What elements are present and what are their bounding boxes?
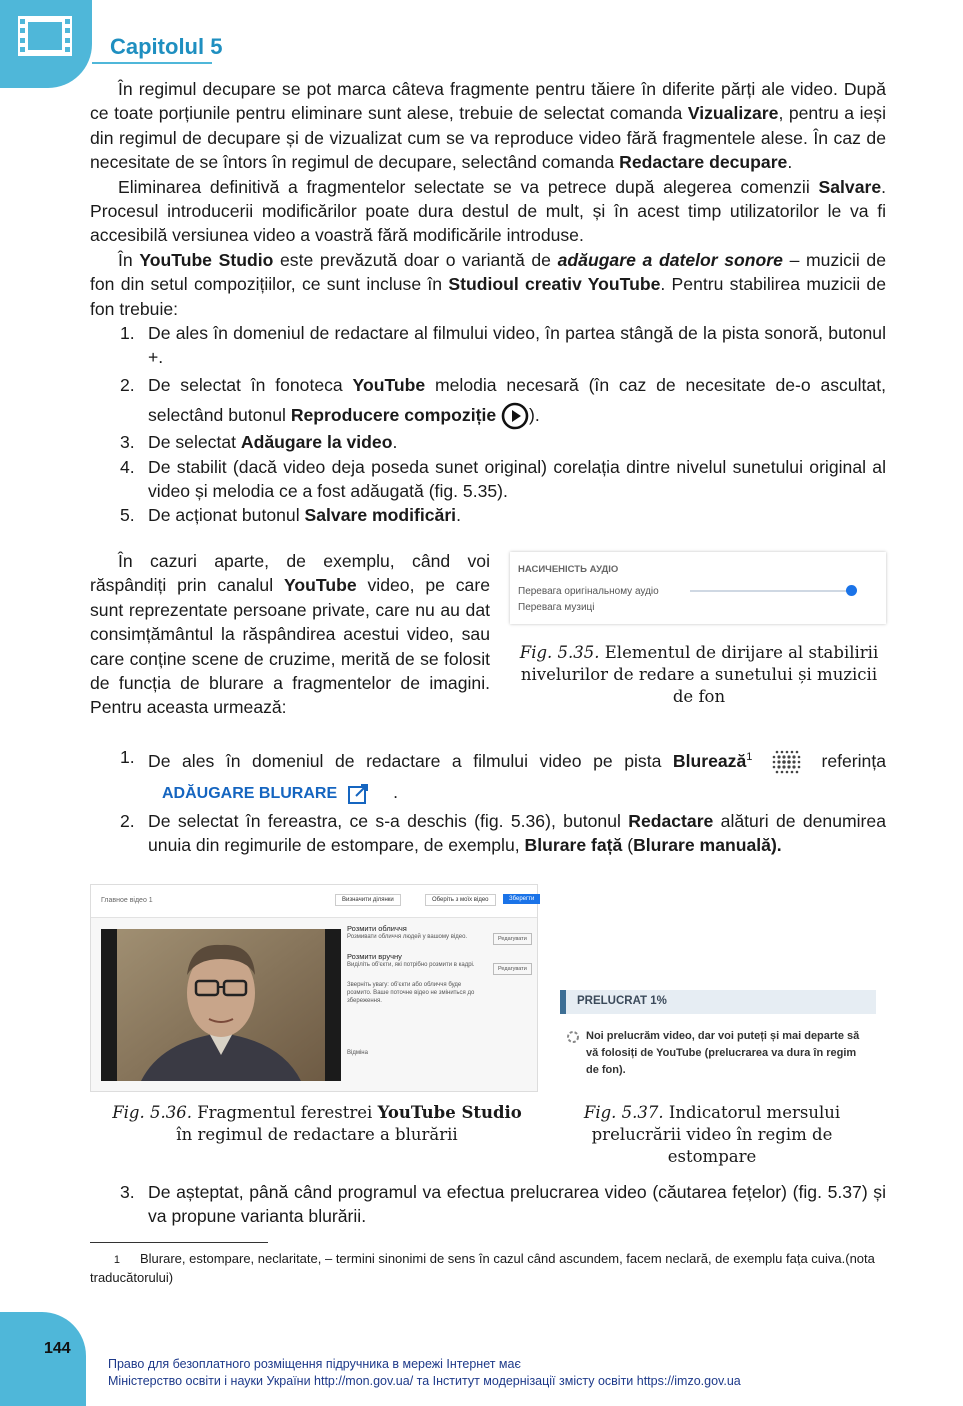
list-item: 3. De așteptat, până când programul va efectua prelucrarea video (căutarea fețelor) (fig. 5.37) și va propune varianta blurării. bbox=[120, 1182, 886, 1227]
steps-list bbox=[90, 321, 886, 528]
edit-button[interactable]: Редагувати bbox=[493, 963, 532, 975]
processing-message: Noi prelucrăm video, dar voi puteți și mai departe să vă folosiți de YouTube (prelucrarea va dura în regim de fon). bbox=[586, 1030, 860, 1076]
footnote-divider bbox=[90, 1242, 268, 1243]
main-text-top bbox=[90, 77, 886, 528]
toolbar-button[interactable]: Оберіть з моїх відео bbox=[425, 894, 496, 906]
info-text: Зверніть увагу: об'єкти або обличчя буде розмито. Ваше поточне відео не зміниться до збереження. bbox=[347, 982, 475, 1004]
youtube-studio-blur-window bbox=[90, 884, 538, 1092]
list-item: 4. De stabilit (dacă video deja poseda sunet original) corelația dintre nivelul sunetului original al video și melodia ce a fost adăugată (fig. 5.35). bbox=[120, 456, 886, 502]
slider-label-original: Перевага оригінальному аудіо bbox=[518, 586, 659, 597]
paragraph: În regimul decupare se pot marca câteva fragmente pentru tăiere în diferite părți ale video. După ce toate porțiunile pentru eliminare sunt alese, trebuie de selectat comanda Vizualizare, pentru a ieși din regimul de decupare și de vizualizat cum se va reproduce video fără fragmentele alese. În caz de necesitate de se întors în regimul de decupare, selectând comanda Redactare decupare. bbox=[90, 79, 886, 173]
spinner-icon bbox=[566, 1030, 580, 1044]
audio-balance-panel bbox=[510, 552, 886, 624]
list-item: 5. De acționat butonul Salvare modificări. bbox=[120, 505, 461, 526]
list-item: 1. De ales în domeniul de redactare a filmului video pe pista Blurează$^1$ referința ADĂUGARE BLURARE . bbox=[90, 742, 886, 809]
footer-line: Право для безоплатного розміщення підручника в мережі Інтернет має bbox=[108, 1357, 521, 1371]
cancel-link[interactable]: Відміна bbox=[347, 1050, 368, 1056]
video-frame bbox=[101, 929, 341, 1081]
play-circle-icon bbox=[501, 402, 529, 430]
progress-fill bbox=[563, 990, 566, 1014]
external-edit-icon bbox=[347, 783, 369, 805]
blur-steps bbox=[90, 742, 886, 857]
list-item: 1. De ales în domeniul de redactare al filmului video, în partea stângă de la pista sonoră, butonul +. bbox=[120, 323, 886, 368]
list-item: 2. De selectat în fonoteca YouTube melodia necesară (în caz de necesitate de-o ascultat, selectând butonul Reproducere compoziție ). bbox=[90, 370, 886, 430]
blur-icon bbox=[770, 747, 804, 777]
edit-button[interactable]: Редагувати bbox=[493, 933, 532, 945]
list-item: 2. De selectat în fereastra, ce s-a deschis (fig. 5.36), butonul Redactare alături de denumirea unuia din regimurile de estompare, de exemplu, Blurare față (Blurare manuală). bbox=[120, 810, 886, 855]
figure-caption: Fig. 5.36. Fragmentul ferestrei YouTube Studio în regimul de redactare a blurării bbox=[112, 1103, 522, 1144]
footer-notice bbox=[108, 1356, 741, 1390]
progress-bar bbox=[560, 990, 876, 1014]
paragraph: În cazuri aparte, de exemplu, când voi răspândiți prin canalul YouTube video, pe care sunt reprezentate persoane private, care nu au dat consimțământul la răspândirea acestui video, sau care conține scene de cruzime, merită de se folosit de funcția de blurare a fragmentelor de imagini. Pentru aceasta urmează: bbox=[90, 551, 490, 718]
figure-caption: Fig. 5.37. Indicatorul mersului prelucrării video în regim de estompare bbox=[583, 1103, 841, 1166]
save-button[interactable]: Зберегти bbox=[503, 894, 540, 904]
footer-line: Міністерство освіти і науки України http://mon.gov.ua/ та Інститут модернізації змісту освіти https://imzo.gov.ua bbox=[108, 1374, 741, 1388]
paragraph-wrap bbox=[90, 549, 490, 720]
add-blur-link[interactable]: ADĂUGARE BLURARE bbox=[162, 779, 369, 809]
chapter-underline bbox=[92, 62, 212, 64]
page-number: 144 bbox=[44, 1340, 71, 1357]
window-title: Главное відео 1 bbox=[101, 897, 153, 904]
window-toolbar bbox=[91, 885, 537, 918]
option-description: Виділіть об'єкти, які потрібно розмити в кадрі. bbox=[347, 962, 475, 968]
blur-options-panel bbox=[347, 925, 531, 1057]
panel-title: НАСИЧЕНІСТЬ АУДІО bbox=[518, 564, 619, 575]
audio-slider-track[interactable] bbox=[690, 590, 856, 592]
option-title: Розмити вручну bbox=[347, 952, 402, 961]
paragraph: În YouTube Studio este prevăzută doar o variantă de adăugare a datelor sonore – muzicii de fon din setul compozițiilor, ce sunt incluse în Studioul creativ YouTube. Pentru stabilirea muzicii de fon trebuie: bbox=[90, 249, 886, 319]
list-item: 3. De selectat Adăugare la video. bbox=[120, 432, 398, 453]
person-portrait-image bbox=[101, 929, 341, 1081]
slider-label-music: Перевага музиці bbox=[518, 602, 595, 613]
option-title: Розмити обличчя bbox=[347, 924, 407, 933]
steps-list bbox=[90, 1180, 886, 1229]
final-step bbox=[90, 1180, 886, 1229]
progress-label: PRELUCRAT 1% bbox=[577, 995, 667, 1007]
option-description: Розмивати обличчя людей у вашому відео. bbox=[347, 934, 468, 940]
toolbar-button[interactable]: Визначити ділянки bbox=[335, 894, 401, 906]
steps-list bbox=[90, 742, 886, 857]
figure-caption: Fig. 5.35. Elementul de dirijare al stabilirii nivelurilor de redare a sunetului și muzicii de fon bbox=[519, 643, 879, 706]
page-number-tab bbox=[0, 1312, 86, 1406]
paragraph: Eliminarea definitivă a fragmentelor selectate se va petrece după alegerea comenzii Salvare. Procesul introducerii modificărilor poate dura destul de mult, și în acest timp utilizatorilor le va fi accesibilă versiunea video a voastră fără modificările introduse. bbox=[90, 176, 886, 246]
audio-slider-thumb[interactable] bbox=[846, 585, 857, 596]
footnote: 1 Blurare, estompare, neclaritate, – termini sinonimi de sens în cazul când ascundem, facem neclară, de exemplu fața cuiva.(nota traducătorului) bbox=[90, 1251, 875, 1285]
processing-indicator bbox=[560, 990, 876, 1088]
chapter-tab bbox=[0, 0, 92, 88]
film-strip-icon bbox=[18, 16, 72, 56]
chapter-title: Capitolul 5 bbox=[110, 34, 223, 59]
